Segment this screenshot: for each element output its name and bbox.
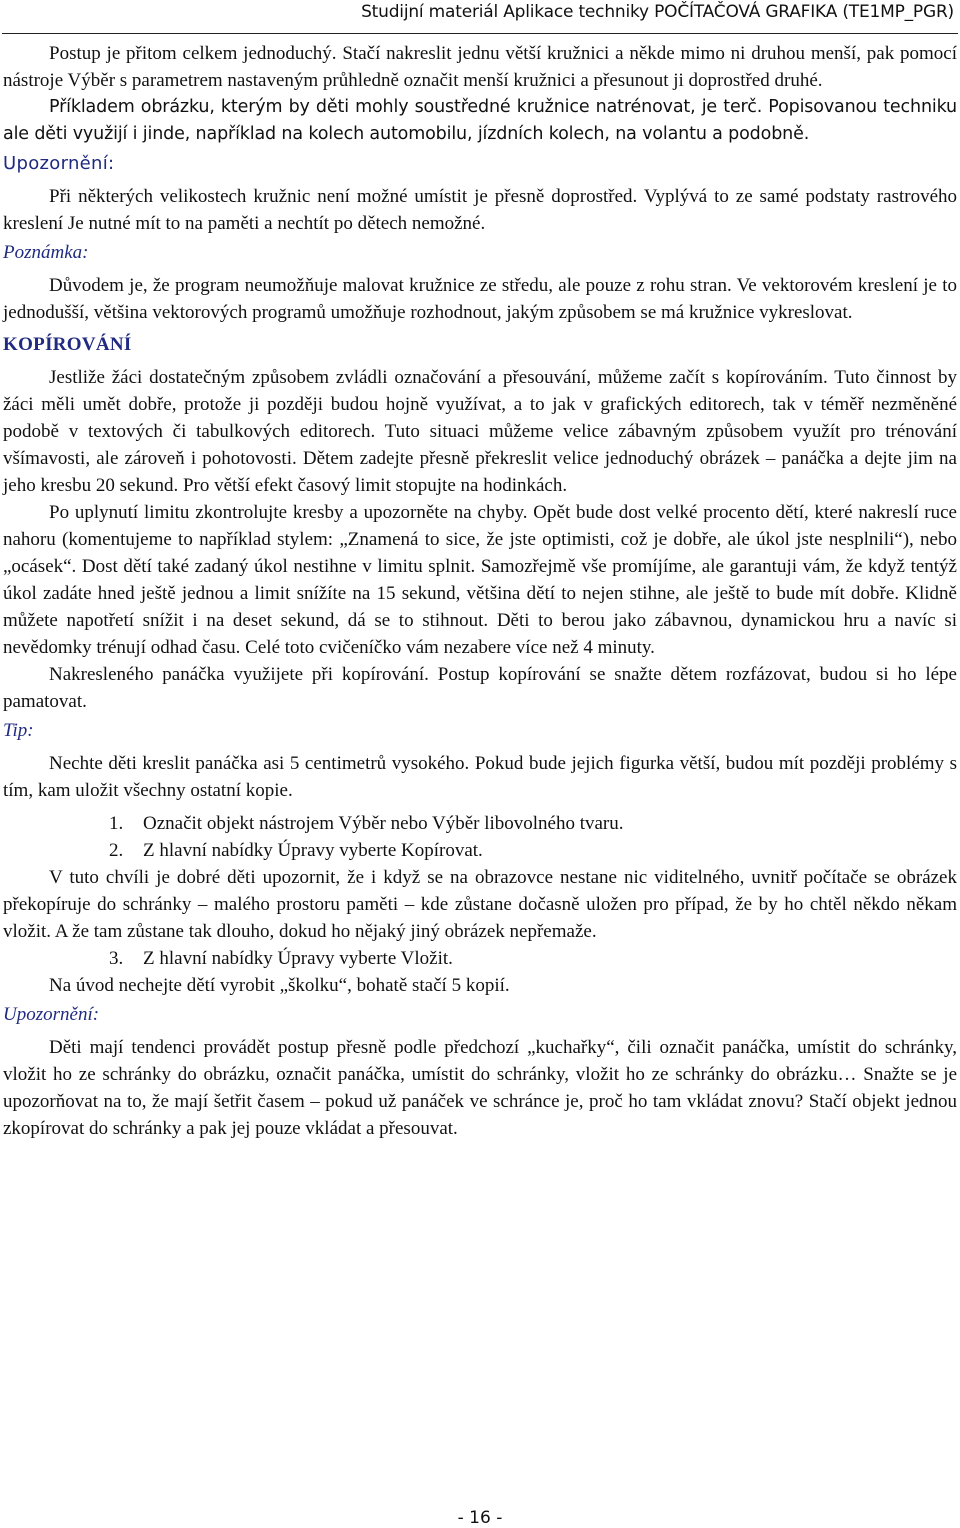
note-text: Důvodem je, že program neumožňuje malovat kružnice ze středu, ale pouze z rohu stran. Ve vektorovém kreslení je to jednodušší, většina vektorových programů umožňuje rozhodnout, jakým způsobem se má kružnice vykreslovat. (3, 275, 957, 323)
list-item (3, 837, 957, 864)
list-item-number: 3. (109, 948, 124, 969)
steps-after-paragraph: Na úvod nechejte dětí vyrobit „školku“, bohatě stačí 5 kopií. (49, 975, 510, 996)
warning-text-2: Děti mají tendenci provádět postup přesně podle předchozí „kuchařky“, čili označit panáčka, umístit do schránky, vložit ho ze schránky do obrázku, označit panáčka, umístit do schránky, vložit ho ze schránky do obrázku… Snažte se je upozorňovat na to, že mají šetřit časem – pokud už panáček ve schránce je, proč ho tam vkládat znovu? Stačí objekt jednou zkopírovat do schránky a pak jej pouze vkládat a přesouvat. (3, 1037, 957, 1139)
list-item-text: Označit objekt nástrojem Výběr nebo Výběr libovolného tvaru. (143, 813, 624, 834)
section-paragraph-3: Nakresleného panáčka využijete při kopírování. Postup kopírování se snažte dětem rozfázovat, budou si ho lépe pamatovat. (3, 664, 957, 712)
tip-label: Tip: (3, 720, 34, 741)
section-heading: KOPÍROVÁNÍ (3, 334, 132, 355)
section-paragraph-2: Po uplynutí limitu zkontrolujte kresby a upozorněte na chyby. Opět bude dost velké procento dětí, které nakreslí ruce nahoru (komentujeme to například stylem: „Znamená to sice, že jste optimisti, což je dobře, ale úkol jste nesplnili“), nebo „ocásek“. Dost dětí také zadaný úkol nestihne v limitu splnit. Samozřejmě vše promíjíme, ale garantuji vám, že když tentýž úkol zadáte hned ještě jednou a limit snížíte na 15 sekund, většina dětí to nejen stihne, ale ještě to bude mít dobře. Klidně můžete napotřetí snížit i na deset sekund, dá se to stihnout. Děti to berou jako zábavnou, dynamickou hru a navíc si nevědomky trénují odhad času. Celé toto cvičeníčko vám nezabere více než 4 minuty. (3, 502, 957, 658)
note-label: Poznámka: (3, 242, 89, 263)
warning-text-1: Při některých velikostech kružnic není možné umístit je přesně doprostřed. Vyplývá to ze samé podstaty rastrového kreslení Je nutné mít to na paměti a nechtít po dětech nemožné. (3, 186, 957, 234)
intro-paragraph-2: Příkladem obrázku, kterým by děti mohly soustředné kružnice natrénovat, je terč. Popisovanou techniku ale děti využijí i jinde, například na kolech automobilu, jízdních kolech, na volantu a podobně. (3, 97, 957, 144)
warning-label-2: Upozornění: (3, 1004, 100, 1025)
warning-label-1: Upozornění: (3, 153, 115, 174)
document-body (3, 40, 957, 1142)
tip-text: Nechte děti kreslit panáčka asi 5 centimetrů vysokého. Pokud bude jejich figurka větší, budou mít později problémy s tím, kam uložit všechny ostatní kopie. (3, 753, 957, 801)
list-item (3, 945, 957, 972)
list-item-number: 2. (109, 840, 124, 861)
page-header-title: Studijní materiál Aplikace techniky POČÍTAČOVÁ GRAFIKA (TE1MP_PGR) (361, 2, 954, 22)
list-item (3, 810, 957, 837)
header-divider (2, 33, 958, 34)
section-paragraph-1: Jestliže žáci dostatečným způsobem zvládli označování a přesouvání, můžeme začít s kopírováním. Tuto činnost by žáci měli umět dobře, protože ji později budou hojně využívat, a to jak v grafických editorech, tak v téměř nezměněné podobě v textových či tabulkových editorech. Tuto situaci můžeme velice zábavným způsobem využít pro trénování všímavosti, ale zároveň i pohotovosti. Dětem zadejte přesně překreslit velice jednoduchý obrázek – panáčka a dejte jim na jeho kresbu 20 sekund. Pro větší efekt časový limit stopujte na hodinkách. (3, 367, 957, 496)
list-item-text: Z hlavní nabídky Úpravy vyberte Vložit. (143, 948, 453, 969)
list-item-number: 1. (109, 813, 124, 834)
list-item-text: Z hlavní nabídky Úpravy vyberte Kopírovat. (143, 840, 483, 861)
page-number: - 16 - (457, 1508, 503, 1528)
intro-paragraph-1: Postup je přitom celkem jednoduchý. Stačí nakreslit jednu větší kružnici a někde mimo ni druhou menší, pak pomocí nástroje Výběr s parametrem nastaveným průhledně označit menší kružnici a přesunout ji doprostřed druhé. (3, 43, 957, 91)
steps-middle-paragraph: V tuto chvíli je dobré děti upozornit, že i když se na obrazovce nestane nic viditelného, uvnitř počítače se obrázek překopíruje do schránky – malého prostoru paměti – kde zůstane dočasně uložen pro případ, že by ho chtěl někdo někam vložit. A že tam zůstane tak dlouho, dokud ho nějaký jiný obrázek nepřemaže. (3, 867, 957, 942)
